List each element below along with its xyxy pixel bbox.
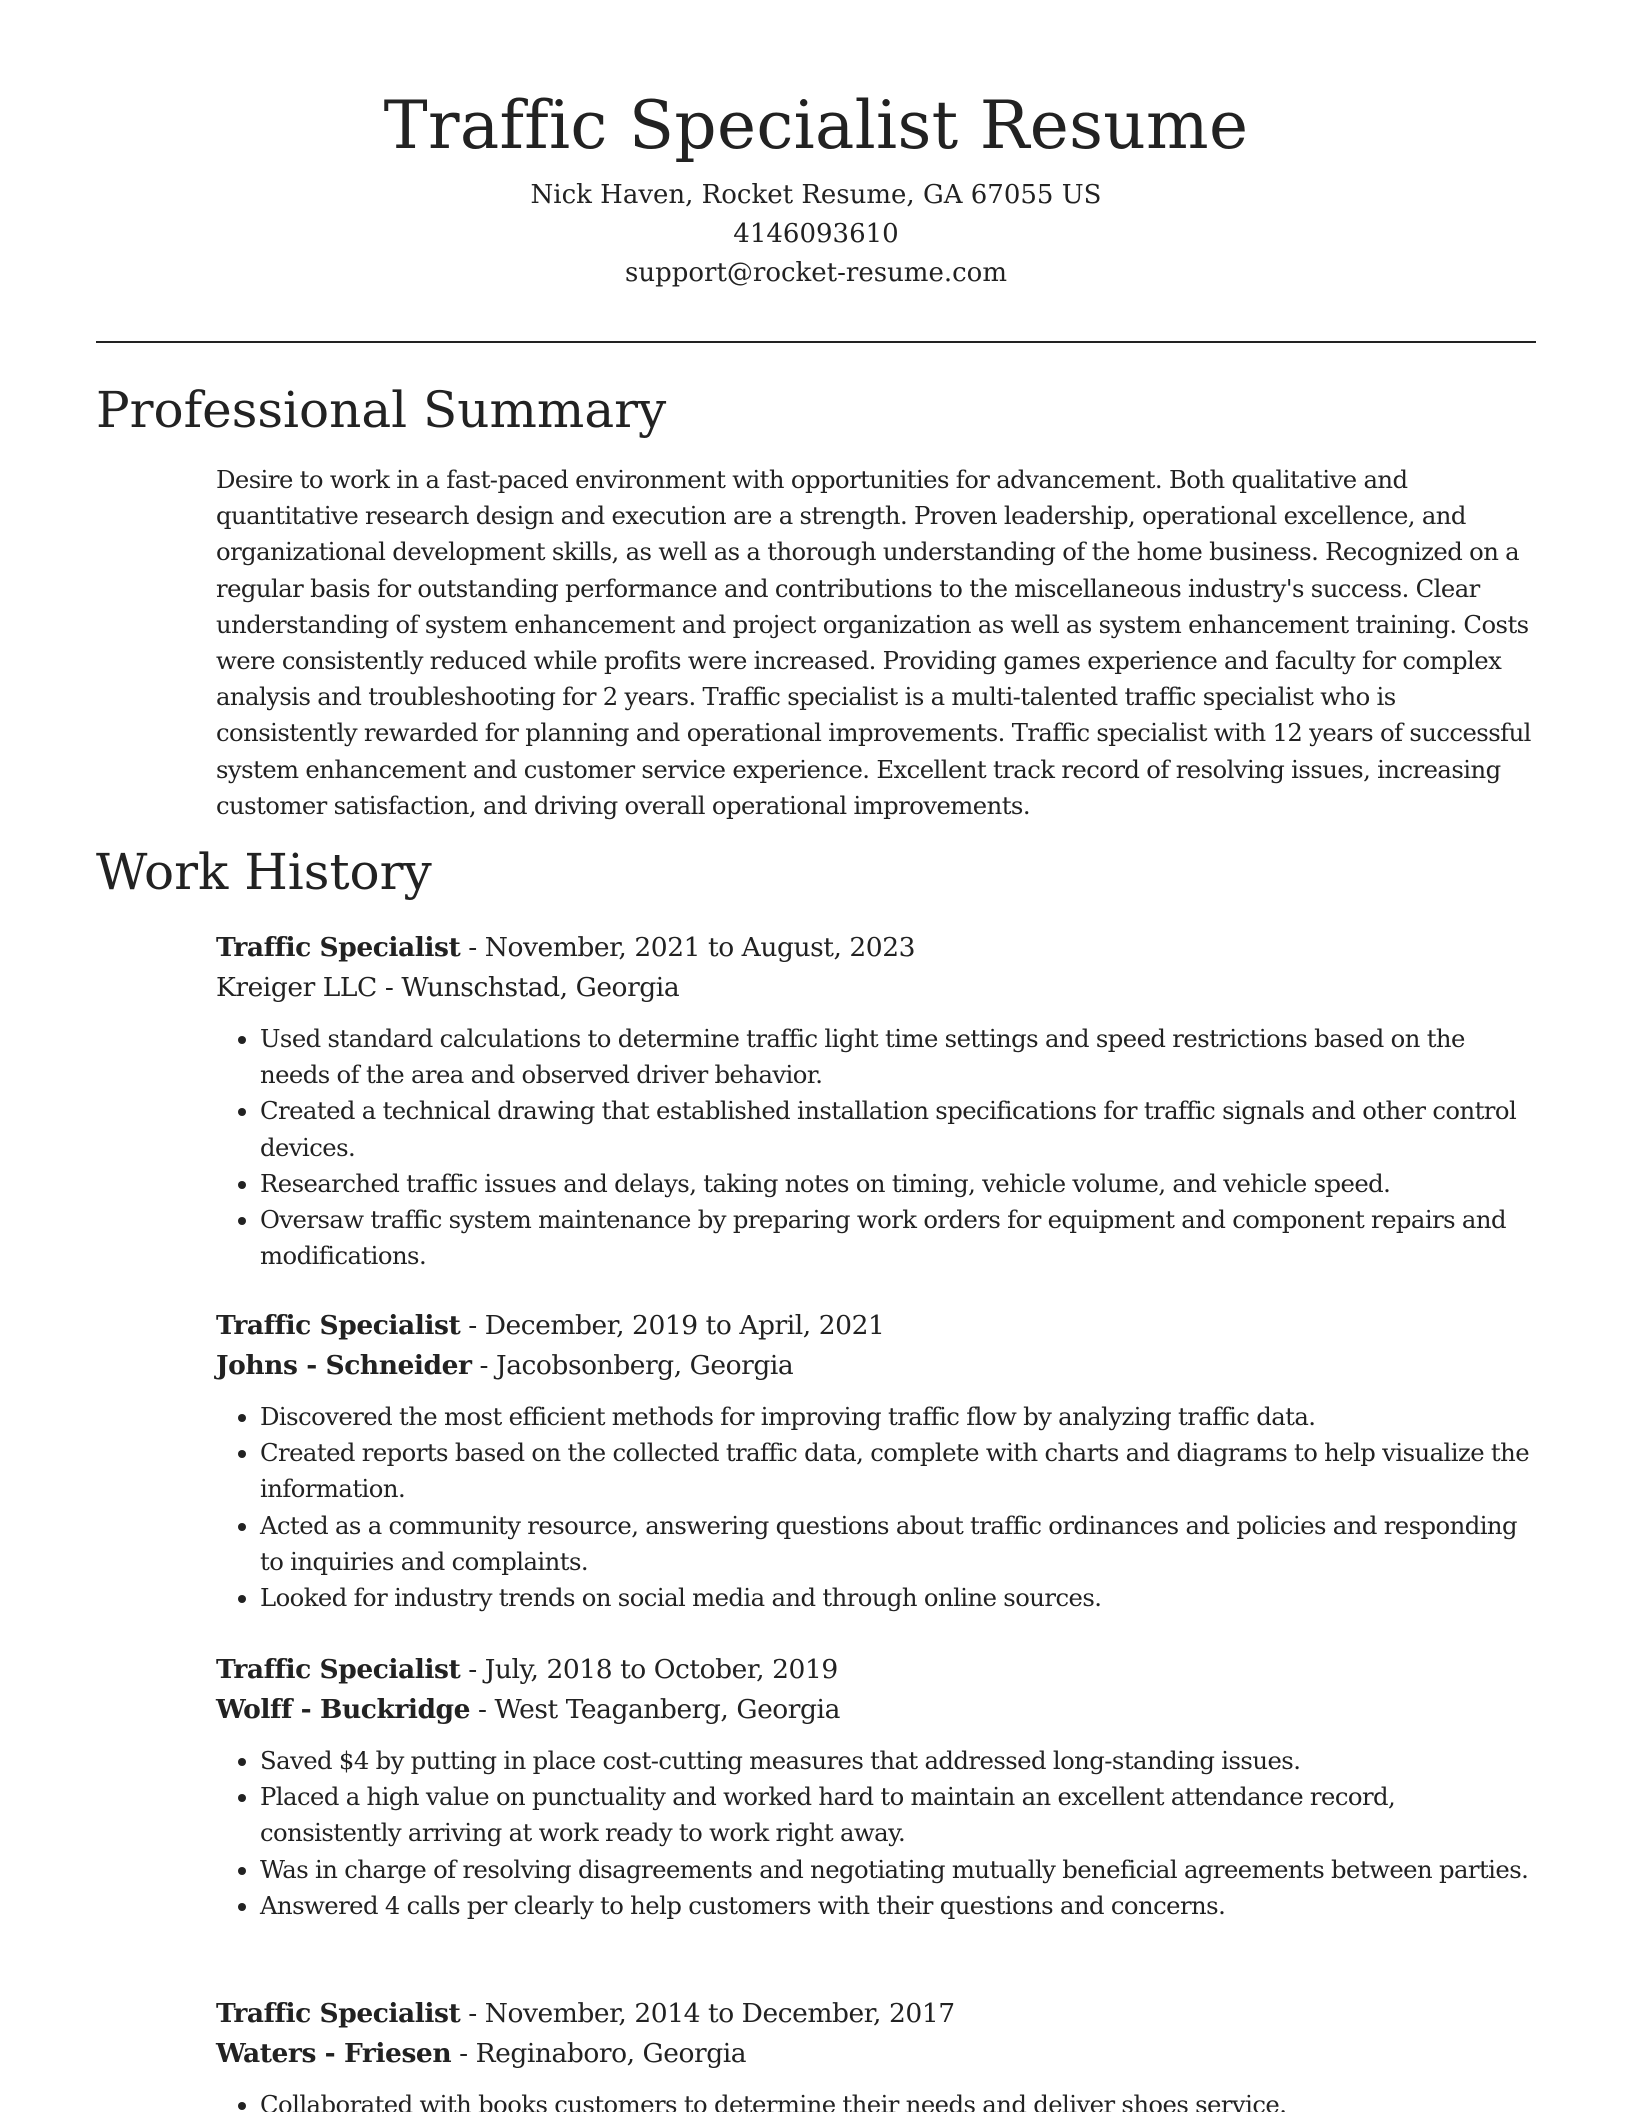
job-bullet: • Created a technical drawing that established installation specifications for traffic signals and other control devices. <box>260 1093 1541 1165</box>
job-title: Traffic Specialist <box>216 1998 461 2029</box>
job-location: Reginaboro, Georgia <box>475 2037 747 2069</box>
job-bullet: • Used standard calculations to determine traffic light time settings and speed restrictions based on the needs of the area and observed driver behavior. <box>260 1021 1541 1093</box>
job-company: Waters - Friesen <box>216 2037 452 2069</box>
job-title-line: Traffic Specialist - December, 2019 to April, 2021 <box>216 1310 885 1341</box>
job-company: Kreiger LLC <box>216 971 377 1003</box>
job-company-line: Kreiger LLC - Wunschstad, Georgia <box>216 971 680 1003</box>
job-bullet: • Oversaw traffic system maintenance by preparing work orders for equipment and component repairs and modifications. <box>260 1202 1541 1274</box>
job-bullets <box>216 1399 1541 1616</box>
job-bullet: • Placed a high value on punctuality and worked hard to maintain an excellent attendance record, consistently arriving at work ready to work right away. <box>260 1779 1541 1851</box>
job-title: Traffic Specialist <box>216 1654 461 1685</box>
job-company: Johns - Schneider <box>216 1349 472 1381</box>
job-bullets <box>216 1743 1541 1924</box>
job-entry <box>216 928 1541 1274</box>
job-bullet: • Researched traffic issues and delays, taking notes on timing, vehicle volume, and vehicle speed. <box>260 1166 1541 1202</box>
job-dates: November, 2014 to December, 2017 <box>484 1998 955 2029</box>
contact-address: Nick Haven, Rocket Resume, GA 67055 US <box>530 180 1102 210</box>
job-bullet: • Answered 4 calls per clearly to help customers with their questions and concerns. <box>260 1888 1541 1924</box>
job-bullets <box>216 2087 1541 2112</box>
contact-email: support@rocket-resume.com <box>624 258 1007 288</box>
job-company-line: Johns - Schneider - Jacobsonberg, Georgia <box>216 1349 794 1381</box>
contact-block <box>0 176 1632 293</box>
resume-title: Traffic Specialist Resume <box>383 87 1249 164</box>
job-bullet: • Looked for industry trends on social media and through online sources. <box>260 1580 1541 1616</box>
job-company-line: Waters - Friesen - Reginaboro, Georgia <box>216 2037 747 2069</box>
job-bullet: • Discovered the most efficient methods for improving traffic flow by analyzing traffic data. <box>260 1399 1541 1435</box>
job-dates: July, 2018 to October, 2019 <box>484 1654 838 1685</box>
job-company-line: Wolff - Buckridge - West Teaganberg, Georgia <box>216 1693 840 1725</box>
summary-text: Desire to work in a fast-paced environment with opportunities for advancement. Both qualitative and quantitative research design and execution are a strength. Proven leadership, operational excellence, and organizational development skills, as well as a thorough understanding of the home business. Recognized on a regular basis for outstanding performance and contributions to the miscellaneous industry's success. Clear understanding of system enhancement and project organization as well as system enhancement training. Costs were consistently reduced while profits were increased. Providing games experience and faculty for complex analysis and troubleshooting for 2 years. Traffic specialist is a multi-talented traffic specialist who is consistently rewarded for planning and operational improvements. Traffic specialist with 12 years of successful system enhancement and customer service experience. Excellent track record of resolving issues, increasing customer satisfaction, and driving overall operational improvements. <box>216 465 1531 820</box>
job-bullets <box>216 1021 1541 1274</box>
job-entry <box>216 1306 1541 1616</box>
job-company: Wolff - Buckridge <box>216 1693 471 1725</box>
job-title-line: Traffic Specialist - November, 2021 to August, 2023 <box>216 932 916 963</box>
job-entry <box>216 1650 1541 1924</box>
job-location: Jacobsonberg, Georgia <box>496 1349 794 1381</box>
contact-phone: 4146093610 <box>733 219 899 249</box>
job-dates: November, 2021 to August, 2023 <box>484 932 916 963</box>
job-location: Wunschstad, Georgia <box>401 971 680 1003</box>
job-bullet: • Collaborated with books customers to determine their needs and deliver shoes service. <box>260 2087 1541 2112</box>
job-entry <box>216 1994 1541 2112</box>
job-dates: December, 2019 to April, 2021 <box>484 1310 885 1341</box>
job-bullet: • Saved $4 by putting in place cost-cutting measures that addressed long-standing issues. <box>260 1743 1541 1779</box>
job-title: Traffic Specialist <box>216 1310 461 1341</box>
job-bullet: • Was in charge of resolving disagreements and negotiating mutually beneficial agreements between parties. <box>260 1852 1541 1888</box>
work-history-heading: Work History <box>96 843 432 901</box>
job-title-line: Traffic Specialist - November, 2014 to December, 2017 <box>216 1998 955 2029</box>
job-title: Traffic Specialist <box>216 932 461 963</box>
header-divider <box>96 341 1536 343</box>
summary-heading: Professional Summary <box>96 381 667 439</box>
job-bullet: • Acted as a community resource, answering questions about traffic ordinances and policies and responding to inquiries and complaints. <box>260 1508 1541 1580</box>
job-location: West Teaganberg, Georgia <box>494 1693 840 1725</box>
job-bullet: • Created reports based on the collected traffic data, complete with charts and diagrams to help visualize the information. <box>260 1435 1541 1507</box>
job-title-line: Traffic Specialist - July, 2018 to October, 2019 <box>216 1654 838 1685</box>
